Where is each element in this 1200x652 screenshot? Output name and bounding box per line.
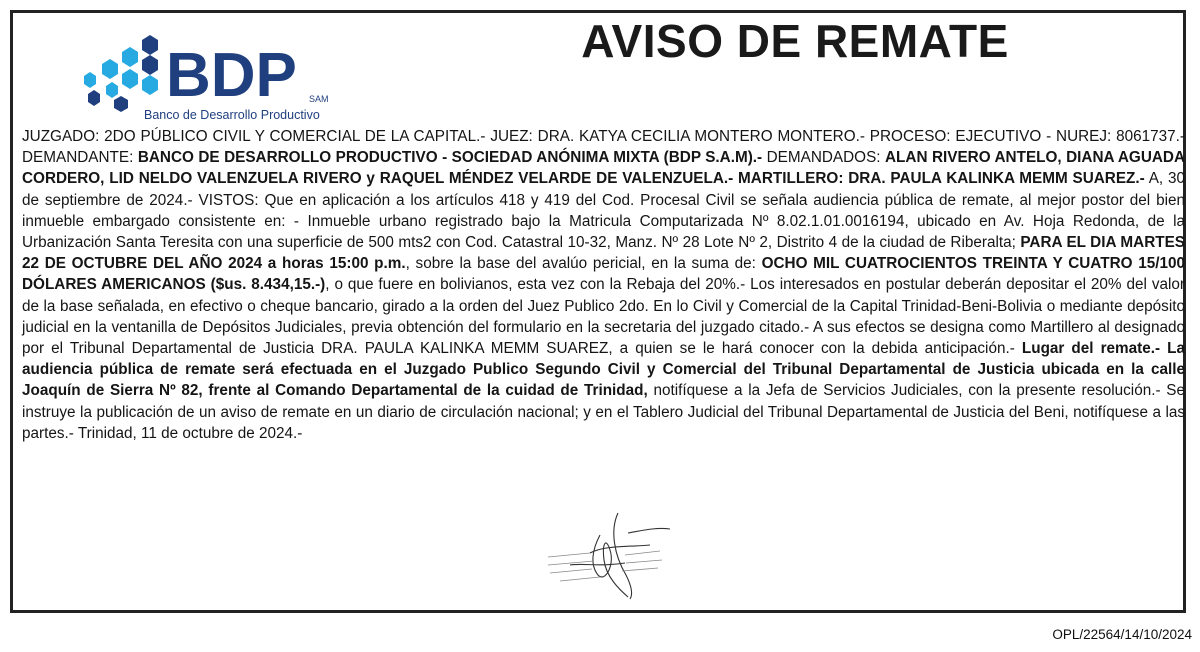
body-bold-segment: ALAN RIVERO ANTELO, DIANA AGUADA CORDERO, LID NELDO VALENZUELA RIVERO y RAQUEL MÉNDEZ VELARDE DE VALENZUELA.- MARTILLERO: DRA. PAULA KALINKA MEMM SUAREZ.- <box>22 149 1186 188</box>
body-text-segment: , sobre la base del avalúo pericial, en la suma de: <box>405 255 762 273</box>
body-bold-segment: BANCO DE DESARROLLO PRODUCTIVO - SOCIEDAD ANÓNIMA MIXTA (BDP S.A.M).- <box>137 149 763 167</box>
body-bold-segment: OCHO MIL CUATROCIENTOS TREINTA Y CUATRO 15/100 DÓLARES AMERICANOS ($us. 8.434,15.-) <box>22 255 1185 294</box>
hexagon-cluster-icon <box>84 35 158 112</box>
body-text-segment: DEMANDADOS: <box>762 149 885 167</box>
body-text-segment: notifíquese a la Jefa de Servicios Judiciales, con la presente resolución.- Se instruye la publicación de un aviso de remate en un diario de circulación nacional; y en el Tablero Judicial del Tribunal Departamental de Justicia del Beni, notifíquese a las partes.- Trinidad, 11 de octubre de 2024.- <box>22 382 1185 442</box>
bdp-logo <box>70 18 350 128</box>
body-text-segment: JUZGADO: 2DO PÚBLICO CIVIL Y COMERCIAL DE LA CAPITAL.- JUEZ: DRA. KATYA CECILIA MONTERO MONTERO.- PROCESO: EJECUTIVO - NUREJ: 8061737.- DEMANDANTE: <box>22 128 1185 167</box>
logo-brand: BDP <box>166 41 297 110</box>
publication-reference: OPL/22564/14/10/2024 <box>1052 627 1192 642</box>
logo-suffix: SAM <box>309 94 329 104</box>
bdp-logo-graphic <box>70 18 350 128</box>
signature-stamp <box>530 505 680 600</box>
notice-body <box>22 126 1185 444</box>
body-bold-segment: Lugar del remate.- La audiencia pública de remate será efectuada en el Juzgado Publico Segundo Civil y Comercial del Tribunal Departamental de Justicia ubicada en la calle Joaquín de Sierra Nº 82, frente al Comando Departamental de la cuidad de Trinidad, <box>22 340 1186 400</box>
body-bold-segment: PARA EL DIA MARTES 22 DE OCTUBRE DEL AÑO 2024 a horas 15:00 p.m. <box>22 234 1186 273</box>
body-text-segment: , o que fuere en bolivianos, esta vez con la Rebaja del 20%.- Los interesados en postular deberán depositar el 20% del valor de la base señalada, en efectivo o cheque bancario, girado a la orden del Juez Publico 2do. En lo Civil y Comercial de la Capital Trinidad-Beni-Bolivia o mediante depósito judicial en la ventanilla de Depósitos Judiciales, previa obtención del formulario en la secretaria del juzgado citado.- A sus efectos se designa como Martillero al designado por el Tribunal Departamental de Justicia DRA. PAULA KALINKA MEMM SUAREZ, a quien se le hará conocer con la debida anticipación.- <box>22 276 1185 358</box>
logo-tagline: Banco de Desarrollo Productivo <box>144 108 320 122</box>
body-text-segment: A, 30 de septiembre de 2024.- VISTOS: Que en aplicación a los artículos 418 y 419 del Cod. Procesal Civil se señala audiencia pública de remate, al mejor postor del bien inmueble embargado consistente en: - Inmueble urbano registrado bajo la Matricula Computarizada Nº 8.02.1.01.0016194, ubicado en Av. Hoja Redonda, de la Urbanización Santa Teresita con una superficie de 500 mts2 con Cod. Catastral 10-32, Manz. Nº 28 Lote Nº 2, Distrito 4 de la ciudad de Riberalta; <box>22 170 1185 252</box>
notice-title: AVISO DE REMATE <box>581 15 1009 67</box>
